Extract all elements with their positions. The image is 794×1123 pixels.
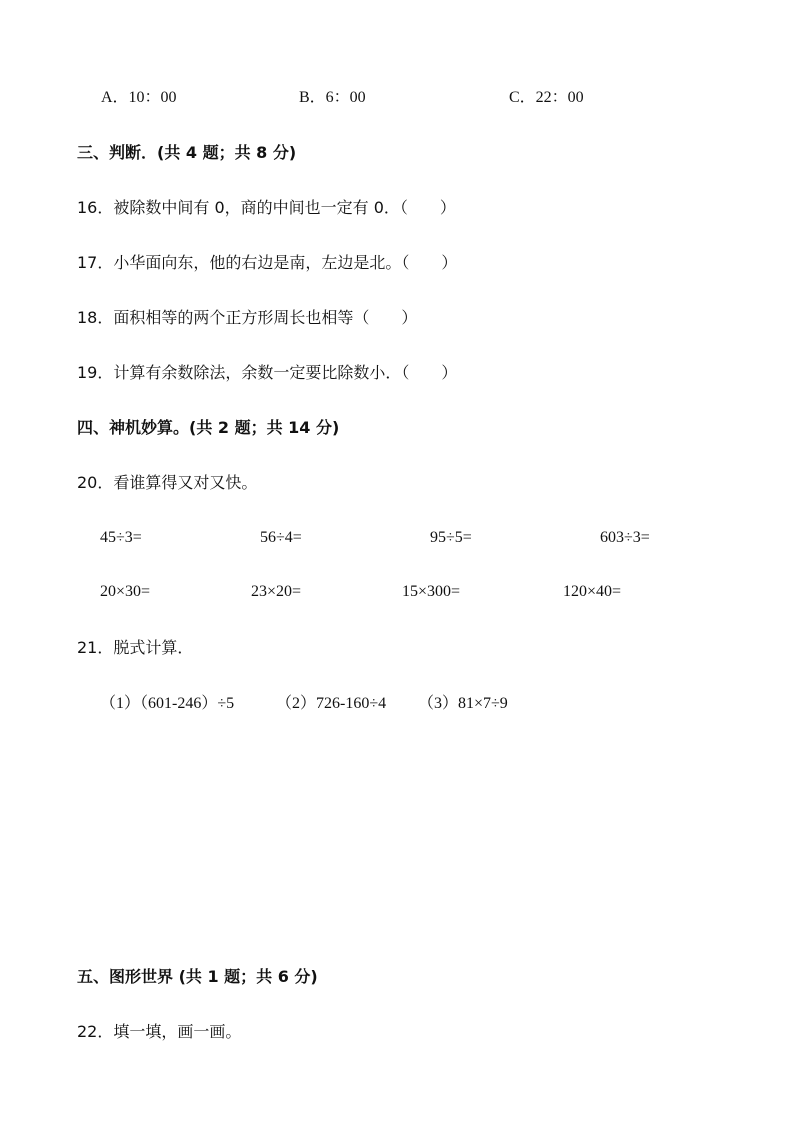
calc-120-times-40: 120×40= [563, 583, 622, 600]
question-19: 19．计算有余数除法，余数一定要比除数小．（ ） [77, 363, 458, 382]
option-b: B．6：00 [299, 89, 366, 106]
expression-2: （2）726-160÷4 [276, 695, 387, 712]
calc-15-times-300: 15×300= [402, 583, 461, 600]
question-17: 17．小华面向东，他的右边是南，左边是北。（ ） [77, 253, 458, 272]
calc-603-div-3: 603÷3= [600, 529, 650, 546]
calc-20-times-30: 20×30= [100, 583, 151, 600]
question-16: 16．被除数中间有 0，商的中间也一定有 0．（ ） [77, 198, 456, 217]
option-c: C．22：00 [509, 89, 584, 106]
calc-45-div-3: 45÷3= [100, 529, 142, 546]
question-20-label: 20．看谁算得又对又快。 [77, 473, 258, 492]
question-21-label: 21．脱式计算． [77, 638, 194, 657]
calc-23-times-20: 23×20= [251, 583, 302, 600]
expression-3: （3）81×7÷9 [418, 695, 508, 712]
section-4-title: 四、神机妙算。(共 2 题；共 14 分) [77, 418, 340, 437]
section-3-title: 三、判断．(共 4 题；共 8 分) [77, 143, 297, 162]
question-22-label: 22．填一填，画一画。 [77, 1022, 242, 1041]
calc-95-div-5: 95÷5= [430, 529, 472, 546]
option-a: A．10：00 [101, 89, 177, 106]
question-18: 18．面积相等的两个正方形周长也相等（ ） [77, 308, 418, 327]
section-5-title: 五、图形世界 (共 1 题；共 6 分) [77, 967, 318, 986]
calc-56-div-4: 56÷4= [260, 529, 302, 546]
expression-1: （1）（601-246）÷5 [100, 695, 235, 712]
